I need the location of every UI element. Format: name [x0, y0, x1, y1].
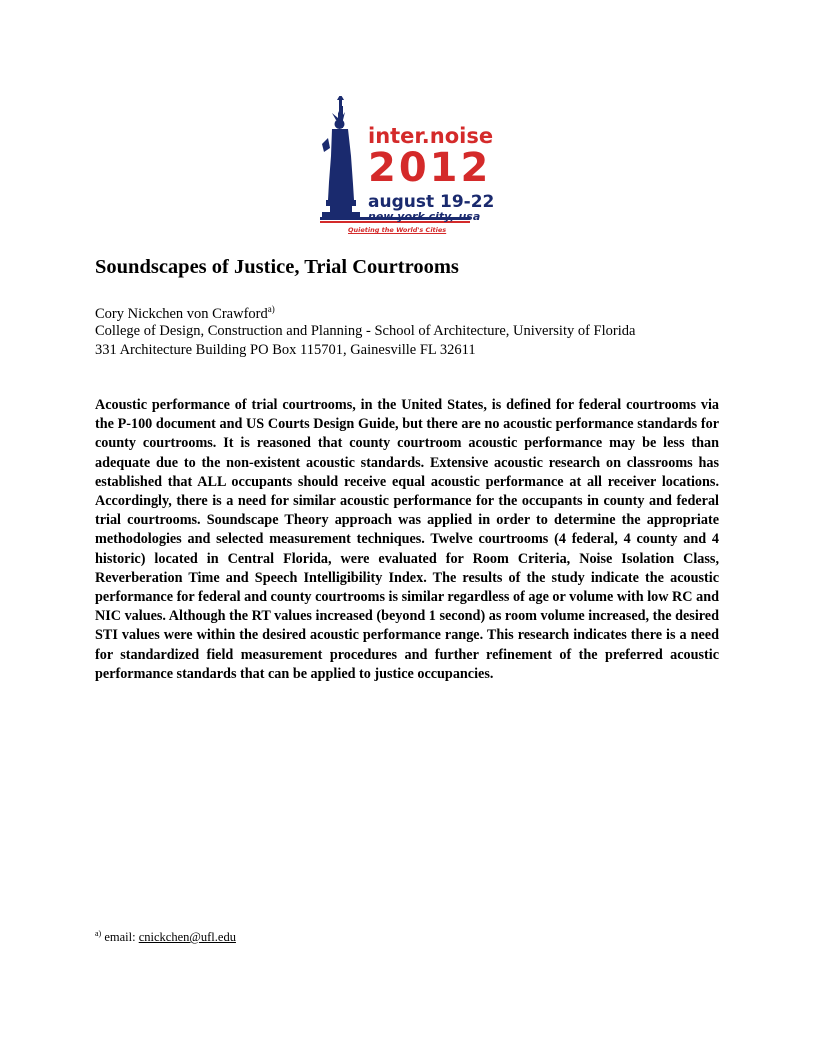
footnote: [95, 929, 236, 945]
email-link[interactable]: cnickchen@ufl.edu: [138, 930, 236, 944]
address: 331 Architecture Building PO Box 115701, Gainesville FL 32611: [95, 342, 476, 358]
author-line: [95, 304, 275, 323]
conference-logo: [318, 96, 502, 244]
logo-line-internoise: inter.noise: [368, 124, 494, 148]
affiliation: College of Design, Construction and Planning - School of Architecture, University of Florida: [95, 323, 636, 339]
logo-line-dates: august 19-22: [368, 192, 495, 212]
author-name: Cory Nickchen von Crawford: [95, 306, 268, 322]
logo-line-year: 2012: [368, 145, 492, 191]
author-footnote-mark: a): [267, 304, 275, 314]
footnote-label: email:: [104, 930, 136, 944]
footnote-mark: a): [95, 929, 102, 938]
logo-tagline: Quieting the World's Cities: [348, 226, 447, 234]
logo-line-city: new york city, usa: [368, 210, 481, 223]
abstract: Acoustic performance of trial courtrooms, in the United States, is defined for federal courtrooms via the P-100 document and US Courts Design Guide, but there are no acoustic performance standards for county courtrooms. It is reasoned that county courtroom acoustic performance may be less than adequate due to the non-existent acoustic standards. Extensive acoustic research on classrooms has established that ALL occupants should receive equal acoustic performance at all receiver locations. Accordingly, there is a need for similar acoustic performance for the occupants in county and federal trial courtrooms. Soundscape Theory approach was applied in order to determine the appropriate methodologies and selected measurement techniques. Twelve courtrooms (4 federal, 4 county and 4 historic) located in Central Florida, were evaluated for Room Criteria, Noise Isolation Class, Reverberation Time and Speech Intelligibility Index. The results of the study indicate the acoustic performance for federal and county courtrooms is similar regardless of age or volume with low RC and NIC values. Although the RT values increased (beyond 1 second) as room volume increased, the desired STI values were within the desired acoustic performance range. This research indicates there is a need for standardized field measurement procedures and further refinement of the preferred acoustic performance standards that can be applied to justice occupancies.: [95, 397, 719, 682]
paper-title: Soundscapes of Justice, Trial Courtrooms: [95, 256, 459, 278]
